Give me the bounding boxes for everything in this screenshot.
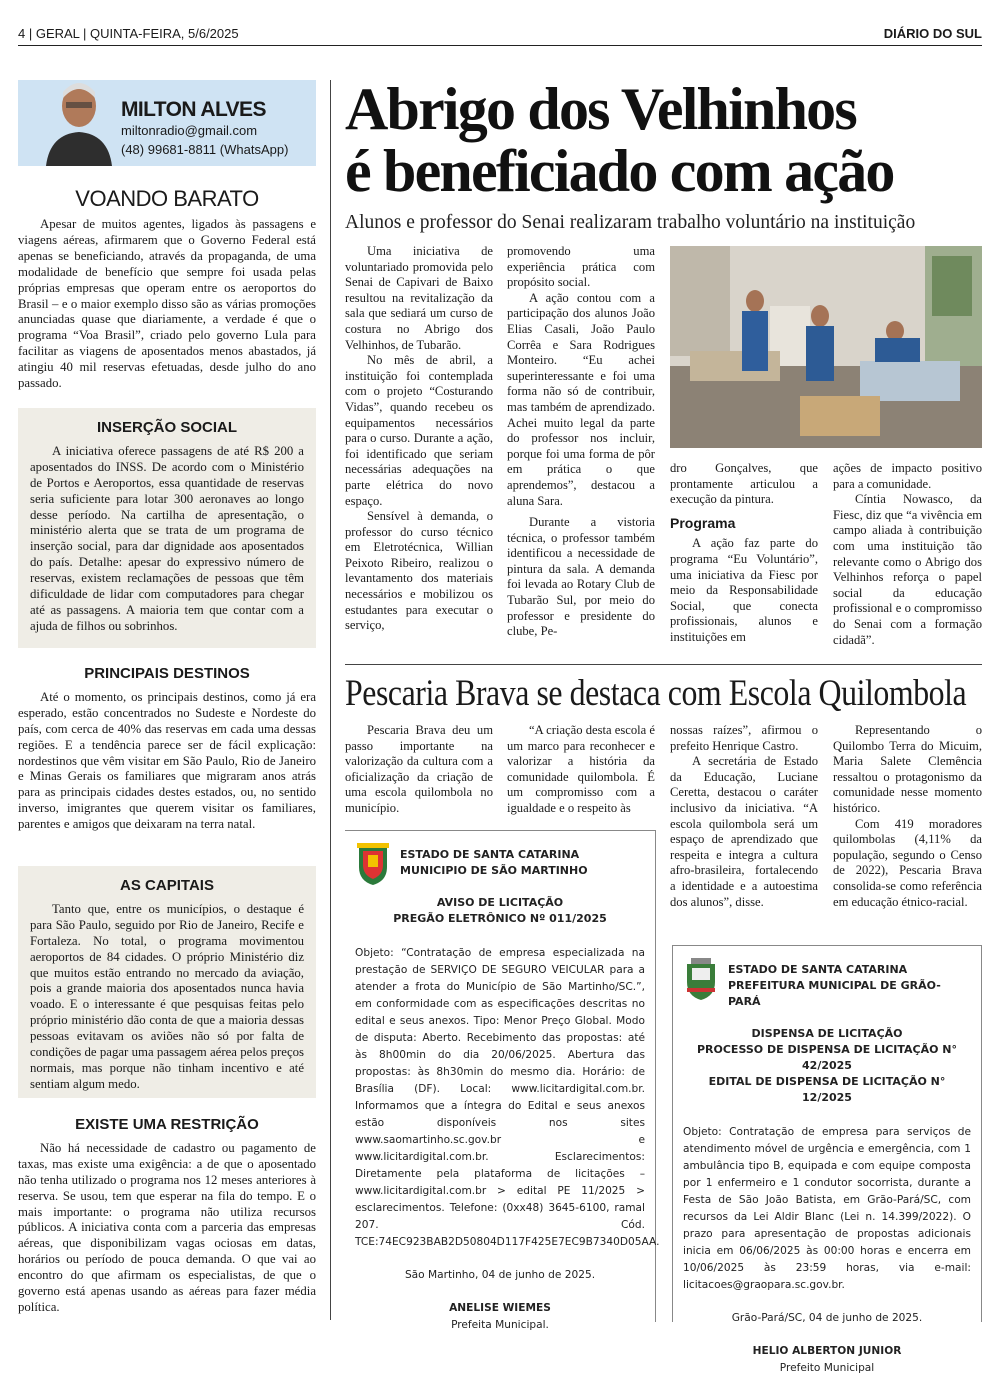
notice-signer: ANELISE WIEMES <box>449 1302 551 1314</box>
page-header <box>18 24 982 46</box>
article2-headline: Pescaria Brava se destaca com Escola Quilombola <box>345 673 967 714</box>
article-headline: Abrigo dos Velhinhos é beneficiado com ação <box>345 76 894 204</box>
column-intro: Apesar de muitos agentes, ligados às passagens e viagens aéreas, afirmarem que o Governo Federal está apenas se beneficiando, através da propaganda, de uma modalidade de benefício que sempre foi usada pelas próprias empresas que operam entre os aeroportos do Brasil – e o maior exemplo disso são as várias promoções anunciadas quase que diariamente, a verdade é que o programa “Voa Brasil”, criado pelo governo Lula para facilitar as viagens de aposentados menos abastados, já atingiu 40 mil reservas efetuadas, desde julho do ano passado. <box>18 217 316 391</box>
notice-sao-martinho <box>345 830 660 1331</box>
notice-signer: HELIO ALBERTON JUNIOR <box>752 1345 902 1357</box>
author-name: MILTON ALVES <box>121 98 266 121</box>
newspaper-name: DIÁRIO DO SUL <box>883 26 982 41</box>
notice-subtitle: PREGÃO ELETRÔNICO Nº 011/2025 <box>393 912 607 925</box>
notice-role: Prefeito Municipal <box>779 1362 875 1374</box>
classroom-photo <box>670 246 982 448</box>
notice-org: MUNICIPIO DE SÃO MARTINHO <box>400 864 588 877</box>
author-phone: (48) 99681-8811 (WhatsApp) <box>121 142 289 157</box>
notice-state: ESTADO DE SANTA CATARINA <box>400 848 580 861</box>
section-existe-uma-restricao: EXISTE UMA RESTRIÇÃO Não há necessidade de cadastro ou pagamento de taxas, mas existe uma exigência: a de que o aposentado não tenha utilizado o programa nos 12 meses anteriores à reserva. Se usou, tem que esperar na fila do tempo. E o mais importante: o programa não utiliza recursos públicos. A iniciativa conta com a parceria das empresas aéreas, que disponibilizam vagas ociosas em datas, horários ou período de pouca demanda. O que vai ao encontro do que afirmam os especialistas, de que o governo está apenas usando as aéreas para fazer média política. <box>18 1116 316 1314</box>
section-title: PRINCIPAIS DESTINOS <box>84 665 250 682</box>
notice-date: São Martinho, 04 de junho de 2025. <box>404 1269 596 1281</box>
municipal-crest-icon <box>355 843 391 887</box>
section-title: EXISTE UMA RESTRIÇÃO <box>75 1116 259 1133</box>
section-principais-destinos: PRINCIPAIS DESTINOS Até o momento, os principais destinos, como já era esperado, estão concentrados no Sudeste e Nordeste do país, com cerca de 40% das reservas em cada uma dessas regiões. E a tendência parece ser de fácil explicação: nordestinos que vêm visitar em São Paulo, Rio de Janeiro e Minas Gerais os familiares que migraram anos atrás para as principais cidades destes estados, ou, no sentido inverso, imigrantes que querem visitar os familiares, parentes e amigos que deixaram na terra natal. <box>18 665 316 832</box>
section-insercao-social: INSERÇÃO SOCIAL A iniciativa oferece passagens de até R$ 200 a aposentados do INSS. De acordo com o Ministério de Portos e Aeroportos, essa quantidade de reservas seria suficiente para lotar 300 aeronaves ao longo desse período. Na cartilha de apresentação, o ministério alerta que se trata de um programa de inserção social, para dar dignidade aos aposentados do país. Detalhe: apesar do expressivo número de reservas, existem reclamações de pessoas que têm dificuldade de lidar com computadores para chegar até as passagens. A maioria tem que contar com a ajuda de filhos ou sobrinhos. <box>18 408 316 648</box>
notice-date: Grão-Pará/SC, 04 de junho de 2025. <box>731 1312 923 1324</box>
municipal-crest-icon <box>683 958 719 1002</box>
article2-col-4: Representando o Quilombo Terra do Micuim, Maria Salete Clemência ressaltou o protagonismo da comunidade nesse momento histórico. Com 419 moradores quilombolas (4,11% da população, segundo o Censo de 2022), Pescaria Brava consolida-se como referência em educação étnico-racial. <box>833 723 982 909</box>
notice-state: ESTADO DE SANTA CATARINA <box>728 963 908 976</box>
notice-body: Objeto: Contratação de empresa para serviços de atendimento móvel de urgência e emergência, com 1 ambulância tipo B, equipada e com equipe composta por 1 enfermeiro e 1 condutor socorrista, durante a Festa de São João Batista, em Grão-Pará/SC, com recursos da Lei Aldir Blanc (Lei n. 14.399/2022). O prazo para apresentação de propostas adicionais inicia em 06/06/2025 às 00:00 horas e encerra em 10/06/2025 às 23:59 horas, via e-mail: licitacoes@graopara.sc.gov.br. <box>683 1126 971 1291</box>
article-subtitle: Alunos e professor do Senai realizaram trabalho voluntário na instituição <box>345 212 916 233</box>
section-as-capitais: AS CAPITAIS Tanto que, entre os municípios, o destaque é para São Paulo, seguido por Rio de Janeiro, Recife e Fortaleza. No total, o programa movimentou aeroportos de 84 cidades. O próprio Ministério diz que muitos estão entrando no mercado da aviação, pois a grande maioria dos aposentados nunca havia voado. E o interessante é que pesquisas feitas pelo próprio ministério dão conta de que a maioria dessas pessoas evitavam os aviões não só por falta de condições de pagar uma passagem aérea pelos preços normais, mas porque não tinham incentivo e até sentiam algum medo. <box>18 866 316 1098</box>
page-section-date: 4 | GERAL | QUINTA-FEIRA, 5/6/2025 <box>18 26 239 41</box>
article-photo <box>670 246 982 448</box>
article2-col-2: “A criação desta escola é um marco para reconhecer e valorizar a história da comunidade quilombola. É um compromisso com a igualdade e o respeito às <box>507 723 655 815</box>
article-col-4: ações de impacto positivo para a comunidade. Cíntia Nowasco, da Fiesc, diz que “a vivência em campo aliada à contribuição com uma instituição tão relevante como o Abrigo dos Velhinhos reforça o papel social da educação profissional e o compromisso do Senai com a formação cidadã”. <box>833 461 982 647</box>
article-col-2: promovendo uma experiência prática com propósito social. A ação contou com a participação dos alunos João Elias Casali, João Paulo Corrêa e Sara Rodrigues Monteiro. “Eu achei superinteressante e foi uma forma não só de contribuir, mas também de aprendizado. Achei muito legal da parte do professor nos incluir, porque foi uma forma de pôr em prática o que aprendemos”, destacou a aluna Sara. Durante a vistoria técnica, o professor também identificou a necessidade de pintura da sala. A demanda foi levada ao Rotary Club de Tubarão Sul, por meio do professor e presidente do clube, Pe- <box>507 244 655 639</box>
column-divider <box>330 80 331 1320</box>
article-col-1: Uma iniciativa de voluntariado promovida pelo Senai de Capivari de Baixo resultou na revitalização da sala que sediará um curso de costura no Abrigo dos Velhinhos, de Tubarão. No mês de abril, a instituição foi contemplada com o projeto “Costurando Vidas”, quando recebeu os equipamentos necessários para o curso. Durante a ação, foi identificado que seriam necessárias adequações na parte elétrica do novo espaço. Sensível à demanda, o professor do curso técnico em Eletrotécnica, Willian Peixoto Ribeiro, realizou o levantamento dos materiais necessários e mobilizou os estudantes para executar o serviço, <box>345 244 493 633</box>
notice-body: Objeto: “Contratação de empresa especializada na prestação de SERVIÇO DE SEGURO VEICULAR para a atender a frota do Município de São Martinho/SC.”, em conformidade com as especificações descritas no edital e seus anexos. Tipo: Menor Preço Global. Modo de disputa: Aberto. Recebimento das propostas: até às 8h00min do dia 20/06/2025. Abertura das propostas: às 8h30min do mesmo dia. Horário: de Brasília (DF). Local: www.licitardigital.com.br. Informamos que a íntegra do Edital e seus anexos estão disponíveis nos sites www.saomartinho.sc.gov.br e www.licitardigital.com.br. Esclarecimentos: Diretamente pela plataforma de licitações – www.licitardigital.com.br > edital PE 11/2025 > esclarecimentos. Telefone: (0xx48) 3645-6100, ramal 207. Cód. TCE:74EC923BAB2D50804D117F425E7EC9B7340D05AA. <box>355 947 660 1248</box>
notice-role: Prefeita Municipal. <box>451 1319 549 1331</box>
article2-col-1: Pescaria Brava deu um passo importante na valorização da cultura com a oficialização da criação de uma escola quilombola no município. <box>345 723 493 815</box>
notice-edital: EDITAL DE DISPENSA DE LICITAÇÃO N° 12/2025 <box>708 1075 946 1104</box>
article2-col-3: nossas raízes”, afirmou o prefeito Henrique Castro. A secretária de Estado da Educação, Luciane Ceretta, destacou o caráter inclusivo da iniciativa. “A escola quilombola será um espaço de aprendizado que respeita e integra a cultura afro-brasileira, fortalecendo a identidade e a autoestima dos alunos”, disse. <box>670 723 818 909</box>
notice-grao-para <box>672 945 982 1374</box>
article-separator <box>345 664 982 665</box>
notice-org: PREFEITURA MUNICIPAL DE GRÃO-PARÁ <box>728 979 941 1008</box>
author-box <box>18 80 316 166</box>
section-title: INSERÇÃO SOCIAL <box>96 419 237 436</box>
author-email: miltonradio@gmail.com <box>121 123 258 138</box>
notice-process: PROCESSO DE DISPENSA DE LICITAÇÃO N° 42/2025 <box>696 1043 958 1072</box>
notice-title: AVISO DE LICITAÇÃO <box>436 896 564 909</box>
column-title: VOANDO BARATO <box>75 186 259 211</box>
article-col-3: dro Gonçalves, que prontamente articulou a execução da pintura. Programa A ação faz parte do programa “Eu Voluntário”, uma iniciativa da Fiesc por meio da Responsabilidade Social, que conecta profissionais, alunos e instituições em <box>670 461 818 644</box>
notice-title: DISPENSA DE LICITAÇÃO <box>751 1027 903 1040</box>
author-photo <box>46 72 112 166</box>
section-title: AS CAPITAIS <box>120 877 214 894</box>
article-subhead: Programa <box>670 514 736 531</box>
